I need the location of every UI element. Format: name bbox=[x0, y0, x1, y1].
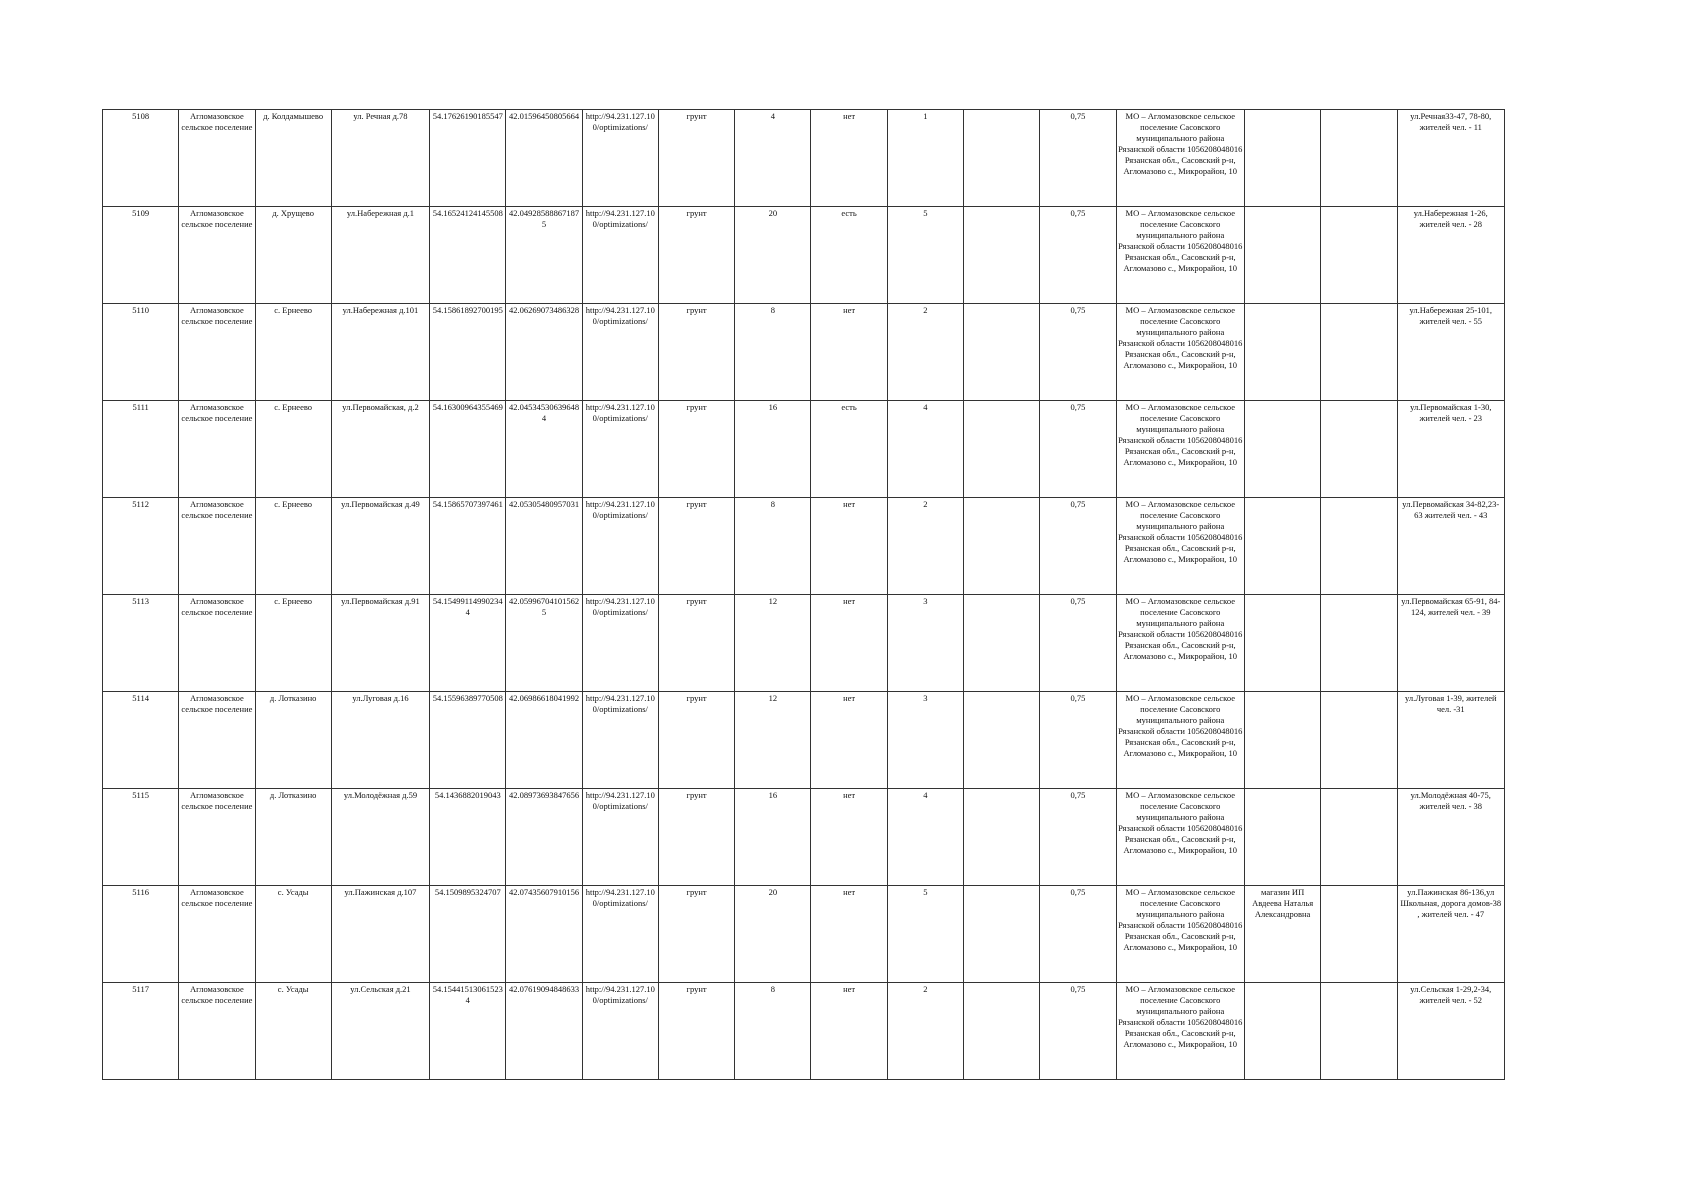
latitude-cell: 54.154991149902344 bbox=[430, 595, 506, 692]
map-link-cell[interactable]: http://94.231.127.100/optimizations/ bbox=[582, 789, 658, 886]
area-cell: 8 bbox=[735, 304, 811, 401]
waste-source-cell bbox=[1244, 207, 1320, 304]
settlement-cell: Агломазовское сельское поселение bbox=[179, 595, 255, 692]
address-cell: ул.Первомайская д.49 bbox=[331, 498, 429, 595]
settlement-cell: Агломазовское сельское поселение bbox=[179, 886, 255, 983]
latitude-cell: 54.154415130615234 bbox=[430, 983, 506, 1080]
area-cell: 16 bbox=[735, 401, 811, 498]
owner-cell: МО – Агломазовское сельское поселение Сасовского муниципального района Рязанской области 1056208048016 Рязанская обл., Сасовский р-н, Агломазово с., Микрорайон, 10 bbox=[1116, 886, 1244, 983]
map-link-cell[interactable]: http://94.231.127.100/optimizations/ bbox=[582, 886, 658, 983]
address-cell: ул.Молодёжная д.59 bbox=[331, 789, 429, 886]
waste-source-cell bbox=[1244, 401, 1320, 498]
settlement-cell: Агломазовское сельское поселение bbox=[179, 789, 255, 886]
container-count-cell: 3 bbox=[887, 595, 963, 692]
served-addresses-cell: ул.Набережная 1-26, жителей чел. - 28 bbox=[1397, 207, 1504, 304]
locality-cell: д. Хрущево bbox=[255, 207, 331, 304]
locality-cell: с. Ернеево bbox=[255, 304, 331, 401]
empty-cell bbox=[1321, 207, 1397, 304]
owner-cell: МО – Агломазовское сельское поселение Сасовского муниципального района Рязанской области 1056208048016 Рязанская обл., Сасовский р-н, Агломазово с., Микрорайон, 10 bbox=[1116, 110, 1244, 207]
container-volume-cell: 0,75 bbox=[1040, 886, 1116, 983]
container-count-cell: 1 bbox=[887, 110, 963, 207]
table-body bbox=[103, 110, 1505, 1080]
empty-cell bbox=[964, 789, 1040, 886]
surface-type-cell: грунт bbox=[658, 401, 734, 498]
waste-source-cell: магазин ИП Авдеева Наталья Александровна bbox=[1244, 886, 1320, 983]
container-volume-cell: 0,75 bbox=[1040, 207, 1116, 304]
container-count-cell: 4 bbox=[887, 401, 963, 498]
longitude-cell: 42.07435607910156 bbox=[506, 886, 582, 983]
surface-type-cell: грунт bbox=[658, 207, 734, 304]
row-id-cell: 5111 bbox=[103, 401, 179, 498]
fence-cell: есть bbox=[811, 401, 887, 498]
locality-cell: с. Ернеево bbox=[255, 595, 331, 692]
address-cell: ул.Первомайская д.91 bbox=[331, 595, 429, 692]
latitude-cell: 54.15861892700195 bbox=[430, 304, 506, 401]
row-id-cell: 5113 bbox=[103, 595, 179, 692]
served-addresses-cell: ул.Молодёжная 40-75, жителей чел. - 38 bbox=[1397, 789, 1504, 886]
surface-type-cell: грунт bbox=[658, 595, 734, 692]
row-id-cell: 5108 bbox=[103, 110, 179, 207]
container-volume-cell: 0,75 bbox=[1040, 983, 1116, 1080]
surface-type-cell: грунт bbox=[658, 789, 734, 886]
owner-cell: МО – Агломазовское сельское поселение Сасовского муниципального района Рязанской области 1056208048016 Рязанская обл., Сасовский р-н, Агломазово с., Микрорайон, 10 bbox=[1116, 401, 1244, 498]
longitude-cell: 42.06269073486328 bbox=[506, 304, 582, 401]
surface-type-cell: грунт bbox=[658, 983, 734, 1080]
waste-source-cell bbox=[1244, 983, 1320, 1080]
container-volume-cell: 0,75 bbox=[1040, 498, 1116, 595]
locality-cell: с. Усады bbox=[255, 886, 331, 983]
empty-cell bbox=[1321, 983, 1397, 1080]
settlement-cell: Агломазовское сельское поселение bbox=[179, 692, 255, 789]
map-link-cell[interactable]: http://94.231.127.100/optimizations/ bbox=[582, 498, 658, 595]
owner-cell: МО – Агломазовское сельское поселение Сасовского муниципального района Рязанской области 1056208048016 Рязанская обл., Сасовский р-н, Агломазово с., Микрорайон, 10 bbox=[1116, 983, 1244, 1080]
locality-cell: с. Ернеево bbox=[255, 401, 331, 498]
empty-cell bbox=[964, 595, 1040, 692]
area-cell: 12 bbox=[735, 692, 811, 789]
fence-cell: нет bbox=[811, 498, 887, 595]
table-row bbox=[103, 595, 1505, 692]
map-link-cell[interactable]: http://94.231.127.100/optimizations/ bbox=[582, 983, 658, 1080]
row-id-cell: 5116 bbox=[103, 886, 179, 983]
row-id-cell: 5117 bbox=[103, 983, 179, 1080]
fence-cell: нет bbox=[811, 304, 887, 401]
table-row bbox=[103, 983, 1505, 1080]
map-link-cell[interactable]: http://94.231.127.100/optimizations/ bbox=[582, 110, 658, 207]
area-cell: 20 bbox=[735, 886, 811, 983]
settlement-cell: Агломазовское сельское поселение bbox=[179, 207, 255, 304]
empty-cell bbox=[1321, 110, 1397, 207]
locality-cell: д. Колдамышево bbox=[255, 110, 331, 207]
container-volume-cell: 0,75 bbox=[1040, 304, 1116, 401]
area-cell: 4 bbox=[735, 110, 811, 207]
table-row bbox=[103, 304, 1505, 401]
longitude-cell: 42.045345306396484 bbox=[506, 401, 582, 498]
row-id-cell: 5114 bbox=[103, 692, 179, 789]
waste-source-cell bbox=[1244, 595, 1320, 692]
surface-type-cell: грунт bbox=[658, 886, 734, 983]
address-cell: ул.Луговая д.16 bbox=[331, 692, 429, 789]
row-id-cell: 5112 bbox=[103, 498, 179, 595]
fence-cell: нет bbox=[811, 886, 887, 983]
address-cell: ул.Набережная д.101 bbox=[331, 304, 429, 401]
container-count-cell: 3 bbox=[887, 692, 963, 789]
surface-type-cell: грунт bbox=[658, 498, 734, 595]
waste-source-cell bbox=[1244, 498, 1320, 595]
empty-cell bbox=[964, 207, 1040, 304]
waste-site-registry-table bbox=[102, 109, 1505, 1080]
empty-cell bbox=[964, 498, 1040, 595]
table-row bbox=[103, 692, 1505, 789]
owner-cell: МО – Агломазовское сельское поселение Сасовского муниципального района Рязанской области 1056208048016 Рязанская обл., Сасовский р-н, Агломазово с., Микрорайон, 10 bbox=[1116, 789, 1244, 886]
surface-type-cell: грунт bbox=[658, 304, 734, 401]
settlement-cell: Агломазовское сельское поселение bbox=[179, 983, 255, 1080]
row-id-cell: 5110 bbox=[103, 304, 179, 401]
row-id-cell: 5109 bbox=[103, 207, 179, 304]
map-link-cell[interactable]: http://94.231.127.100/optimizations/ bbox=[582, 401, 658, 498]
settlement-cell: Агломазовское сельское поселение bbox=[179, 498, 255, 595]
fence-cell: нет bbox=[811, 595, 887, 692]
table-row bbox=[103, 886, 1505, 983]
address-cell: ул.Сельская д.21 bbox=[331, 983, 429, 1080]
fence-cell: нет bbox=[811, 789, 887, 886]
served-addresses-cell: ул.Первомайская 65-91, 84-124, жителей чел. - 39 bbox=[1397, 595, 1504, 692]
owner-cell: МО – Агломазовское сельское поселение Сасовского муниципального района Рязанской области 1056208048016 Рязанская обл., Сасовский р-н, Агломазово с., Микрорайон, 10 bbox=[1116, 304, 1244, 401]
fence-cell: есть bbox=[811, 207, 887, 304]
container-volume-cell: 0,75 bbox=[1040, 692, 1116, 789]
container-count-cell: 2 bbox=[887, 983, 963, 1080]
owner-cell: МО – Агломазовское сельское поселение Сасовского муниципального района Рязанской области 1056208048016 Рязанская обл., Сасовский р-н, Агломазово с., Микрорайон, 10 bbox=[1116, 207, 1244, 304]
empty-cell bbox=[1321, 304, 1397, 401]
latitude-cell: 54.1509895324707 bbox=[430, 886, 506, 983]
longitude-cell: 42.059967041015625 bbox=[506, 595, 582, 692]
latitude-cell: 54.15596389770508 bbox=[430, 692, 506, 789]
served-addresses-cell: ул.Набережная 25-101, жителей чел. - 55 bbox=[1397, 304, 1504, 401]
empty-cell bbox=[964, 110, 1040, 207]
owner-cell: МО – Агломазовское сельское поселение Сасовского муниципального района Рязанской области 1056208048016 Рязанская обл., Сасовский р-н, Агломазово с., Микрорайон, 10 bbox=[1116, 595, 1244, 692]
map-link-cell[interactable]: http://94.231.127.100/optimizations/ bbox=[582, 595, 658, 692]
table-row bbox=[103, 207, 1505, 304]
fence-cell: нет bbox=[811, 692, 887, 789]
address-cell: ул.Набережная д.1 bbox=[331, 207, 429, 304]
map-link-cell[interactable]: http://94.231.127.100/optimizations/ bbox=[582, 304, 658, 401]
longitude-cell: 42.07619094848633 bbox=[506, 983, 582, 1080]
latitude-cell: 54.17626190185547 bbox=[430, 110, 506, 207]
longitude-cell: 42.01596450805664 bbox=[506, 110, 582, 207]
empty-cell bbox=[964, 886, 1040, 983]
locality-cell: д. Лотказино bbox=[255, 789, 331, 886]
waste-source-cell bbox=[1244, 110, 1320, 207]
longitude-cell: 42.08973693847656 bbox=[506, 789, 582, 886]
settlement-cell: Агломазовское сельское поселение bbox=[179, 110, 255, 207]
fence-cell: нет bbox=[811, 983, 887, 1080]
empty-cell bbox=[964, 692, 1040, 789]
container-count-cell: 4 bbox=[887, 789, 963, 886]
empty-cell bbox=[1321, 401, 1397, 498]
container-count-cell: 2 bbox=[887, 498, 963, 595]
map-link-cell[interactable]: http://94.231.127.100/optimizations/ bbox=[582, 692, 658, 789]
empty-cell bbox=[964, 983, 1040, 1080]
table-row bbox=[103, 110, 1505, 207]
table-row bbox=[103, 498, 1505, 595]
empty-cell bbox=[964, 401, 1040, 498]
served-addresses-cell: ул.Первомайская 34-82,23-63 жителей чел. - 43 bbox=[1397, 498, 1504, 595]
container-volume-cell: 0,75 bbox=[1040, 595, 1116, 692]
address-cell: ул. Речная д.78 bbox=[331, 110, 429, 207]
latitude-cell: 54.16300964355469 bbox=[430, 401, 506, 498]
area-cell: 8 bbox=[735, 498, 811, 595]
row-id-cell: 5115 bbox=[103, 789, 179, 886]
container-count-cell: 2 bbox=[887, 304, 963, 401]
container-volume-cell: 0,75 bbox=[1040, 401, 1116, 498]
locality-cell: д. Лотказино bbox=[255, 692, 331, 789]
owner-cell: МО – Агломазовское сельское поселение Сасовского муниципального района Рязанской области 1056208048016 Рязанская обл., Сасовский р-н, Агломазово с., Микрорайон, 10 bbox=[1116, 692, 1244, 789]
empty-cell bbox=[1321, 595, 1397, 692]
area-cell: 16 bbox=[735, 789, 811, 886]
served-addresses-cell: ул.Пажинская 86-136,ул Школьная, дорога домов-38 , жителей чел. - 47 bbox=[1397, 886, 1504, 983]
empty-cell bbox=[1321, 692, 1397, 789]
waste-source-cell bbox=[1244, 692, 1320, 789]
container-count-cell: 5 bbox=[887, 207, 963, 304]
longitude-cell: 42.049285888671875 bbox=[506, 207, 582, 304]
served-addresses-cell: ул.Первомайская 1-30, жителей чел. - 23 bbox=[1397, 401, 1504, 498]
latitude-cell: 54.15865707397461 bbox=[430, 498, 506, 595]
longitude-cell: 42.05305480957031 bbox=[506, 498, 582, 595]
owner-cell: МО – Агломазовское сельское поселение Сасовского муниципального района Рязанской области 1056208048016 Рязанская обл., Сасовский р-н, Агломазово с., Микрорайон, 10 bbox=[1116, 498, 1244, 595]
surface-type-cell: грунт bbox=[658, 110, 734, 207]
latitude-cell: 54.1436882019043 bbox=[430, 789, 506, 886]
empty-cell bbox=[1321, 498, 1397, 595]
area-cell: 8 bbox=[735, 983, 811, 1080]
empty-cell bbox=[964, 304, 1040, 401]
settlement-cell: Агломазовское сельское поселение bbox=[179, 401, 255, 498]
container-volume-cell: 0,75 bbox=[1040, 789, 1116, 886]
empty-cell bbox=[1321, 789, 1397, 886]
container-count-cell: 5 bbox=[887, 886, 963, 983]
area-cell: 20 bbox=[735, 207, 811, 304]
container-volume-cell: 0,75 bbox=[1040, 110, 1116, 207]
empty-cell bbox=[1321, 886, 1397, 983]
settlement-cell: Агломазовское сельское поселение bbox=[179, 304, 255, 401]
table-row bbox=[103, 789, 1505, 886]
map-link-cell[interactable]: http://94.231.127.100/optimizations/ bbox=[582, 207, 658, 304]
table-row bbox=[103, 401, 1505, 498]
area-cell: 12 bbox=[735, 595, 811, 692]
surface-type-cell: грунт bbox=[658, 692, 734, 789]
locality-cell: с. Ернеево bbox=[255, 498, 331, 595]
served-addresses-cell: ул.Речная33-47, 78-80, жителей чел. - 11 bbox=[1397, 110, 1504, 207]
served-addresses-cell: ул.Сельская 1-29,2-34, жителей чел. - 52 bbox=[1397, 983, 1504, 1080]
locality-cell: с. Усады bbox=[255, 983, 331, 1080]
address-cell: ул.Первомайская, д.2 bbox=[331, 401, 429, 498]
waste-source-cell bbox=[1244, 304, 1320, 401]
latitude-cell: 54.16524124145508 bbox=[430, 207, 506, 304]
served-addresses-cell: ул.Луговая 1-39, жителей чел. -31 bbox=[1397, 692, 1504, 789]
fence-cell: нет bbox=[811, 110, 887, 207]
longitude-cell: 42.06986618041992 bbox=[506, 692, 582, 789]
address-cell: ул.Пажинская д.107 bbox=[331, 886, 429, 983]
waste-source-cell bbox=[1244, 789, 1320, 886]
